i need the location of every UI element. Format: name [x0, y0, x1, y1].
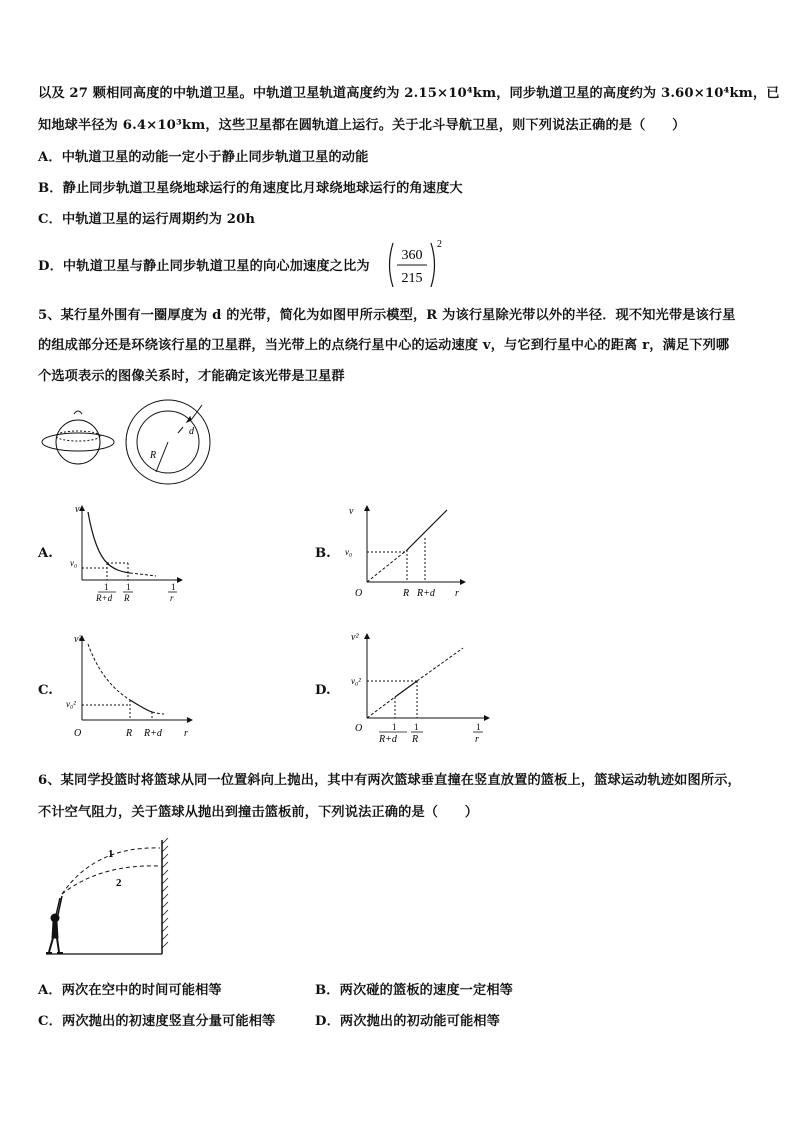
trajectory-2 [62, 866, 160, 894]
q5-graph-d [345, 628, 495, 748]
graph-a-curve-dashed [130, 573, 156, 576]
graph-d-y-label: v² [351, 632, 359, 643]
graph-b-solid-line [407, 510, 447, 550]
q5-graph-c [60, 630, 200, 745]
q6-stem-line1: 6、某同学投篮时将篮球从同一位置斜向上抛出，其中有两次篮球垂直撞在竖直放置的篮板上，篮球运动轨迹如图所示， [38, 773, 741, 788]
q6-stem-line2: 不计空气阻力，关于篮球从抛出到撞击篮板前，下列说法正确的是（ ） [38, 805, 479, 820]
graph-c-origin: O [74, 728, 82, 739]
graph-b-x2: R+d [417, 588, 435, 599]
graph-d-xl-den: r [475, 734, 479, 745]
graph-a-x1-num: 1 [104, 582, 109, 592]
graph-a-xl-den: r [170, 593, 174, 603]
graph-d-dashed-upper [417, 648, 463, 681]
graph-d-x2-num: 1 [414, 722, 419, 732]
graph-b-origin: O [355, 588, 363, 599]
graph-d-x1-num: 1 [392, 722, 397, 732]
fig-label-R: R [150, 450, 157, 461]
graph-b-x1: R [403, 588, 410, 599]
player-figure [46, 896, 63, 953]
q4-fraction-exponent: 2 [437, 239, 442, 250]
graph-c-xl: r [184, 728, 188, 739]
q4-option-d-fraction [385, 240, 445, 290]
graph-a-y-label: v [75, 504, 80, 515]
graph-b-xl: r [455, 588, 459, 599]
q5-option-a-label: A. [38, 546, 53, 561]
q5-graph-a [60, 500, 190, 610]
q5-option-b-label: B. [315, 546, 331, 561]
q4-fraction-denominator: 215 [401, 271, 423, 286]
graph-c-y-label: v² [74, 634, 82, 645]
graph-c-x1: R [126, 728, 133, 739]
graph-a-x1-den: R+d [96, 593, 113, 603]
q4-option-a: A．中轨道卫星的动能一定小于静止同步轨道卫星的动能 [38, 150, 369, 165]
q6-option-a: A．两次在空中的时间可能相等 [38, 983, 222, 998]
q5-stem-line3: 个选项表示的图像关系时，才能确定该光带是卫星群 [38, 369, 345, 384]
q6-option-b: B．两次碰的篮板的速度一定相等 [315, 983, 514, 998]
fig-label-d: d [189, 426, 194, 437]
trajectory-2-label: 2 [116, 877, 122, 889]
q5-stem-line1: 5、某行星外围有一圈厚度为 d 的光带，简化为如图甲所示模型，R 为该行星除光带以外的半径．现不知光带是该行星 [38, 308, 736, 323]
backboard-hatching [162, 838, 168, 948]
q4-option-d: D．中轨道卫星与静止同步轨道卫星的向心加速度之比为 [38, 259, 370, 274]
graph-a-v0: v₀ [70, 558, 78, 568]
graph-d-solid-line [395, 681, 417, 697]
graph-a-x2-den: R [124, 593, 130, 603]
graph-a-curve-solid [88, 512, 130, 573]
q4-option-b: B．静止同步轨道卫星绕地球运行的角速度比月球绕地球运行的角速度大 [38, 181, 463, 196]
graph-a-x2-num: 1 [126, 582, 131, 592]
graph-c-curve-dashed-left [88, 644, 130, 700]
graph-d-xl-num: 1 [476, 722, 481, 732]
graph-d-x1-den: R+d [379, 734, 397, 745]
graph-c-x2: R+d [144, 728, 162, 739]
graph-c-curve-solid [130, 700, 152, 712]
graph-b-v0: v₀ [345, 547, 353, 557]
q5-option-c-label: C. [38, 683, 53, 698]
planet-cross-section [126, 400, 210, 484]
graph-b-dashed-line [367, 550, 407, 582]
q5-stem-line2: 的组成部分还是环绕该行星的卫星群，当光带上的点绕行星中心的运动速度 v，与它到行星中心的距离 r，满足下列哪 [38, 338, 730, 353]
q4-option-c: C．中轨道卫星的运行周期约为 20h [38, 212, 256, 227]
q4-fraction-numerator: 360 [401, 248, 423, 263]
q5-option-d-label: D. [315, 683, 331, 698]
q6-figure-basketball [40, 832, 180, 957]
trajectory-1-label: 1 [108, 848, 114, 860]
q4-stem-line2: 知地球半径为 6.4×10³km，这些卫星都在圆轨道上运行。关于北斗导航卫星，则下列说法正确的是（ ） [38, 118, 686, 133]
graph-d-dashed-lower [367, 697, 395, 718]
q5-graph-b [335, 500, 475, 610]
graph-d-v0: v₀² [351, 676, 361, 686]
graph-c-curve-dashed-right [152, 712, 164, 714]
graph-a-xl-num: 1 [171, 582, 176, 592]
q5-figure-planet [40, 400, 230, 490]
graph-b-y-label: v [349, 506, 354, 517]
planet-with-ring [42, 411, 114, 464]
graph-c-v0: v₀² [66, 699, 76, 709]
q6-option-c: C．两次抛出的初速度竖直分量可能相等 [38, 1014, 276, 1029]
graph-d-origin: O [355, 723, 363, 734]
graph-d-x2-den: R [412, 734, 419, 745]
q4-stem-line1: 以及 27 颗相同高度的中轨道卫星。中轨道卫星轨道高度约为 2.15×10⁴km，同步轨道卫星的高度约为 3.60×10⁴km，已 [38, 86, 780, 101]
q6-option-d: D．两次抛出的初动能可能相等 [315, 1014, 500, 1029]
